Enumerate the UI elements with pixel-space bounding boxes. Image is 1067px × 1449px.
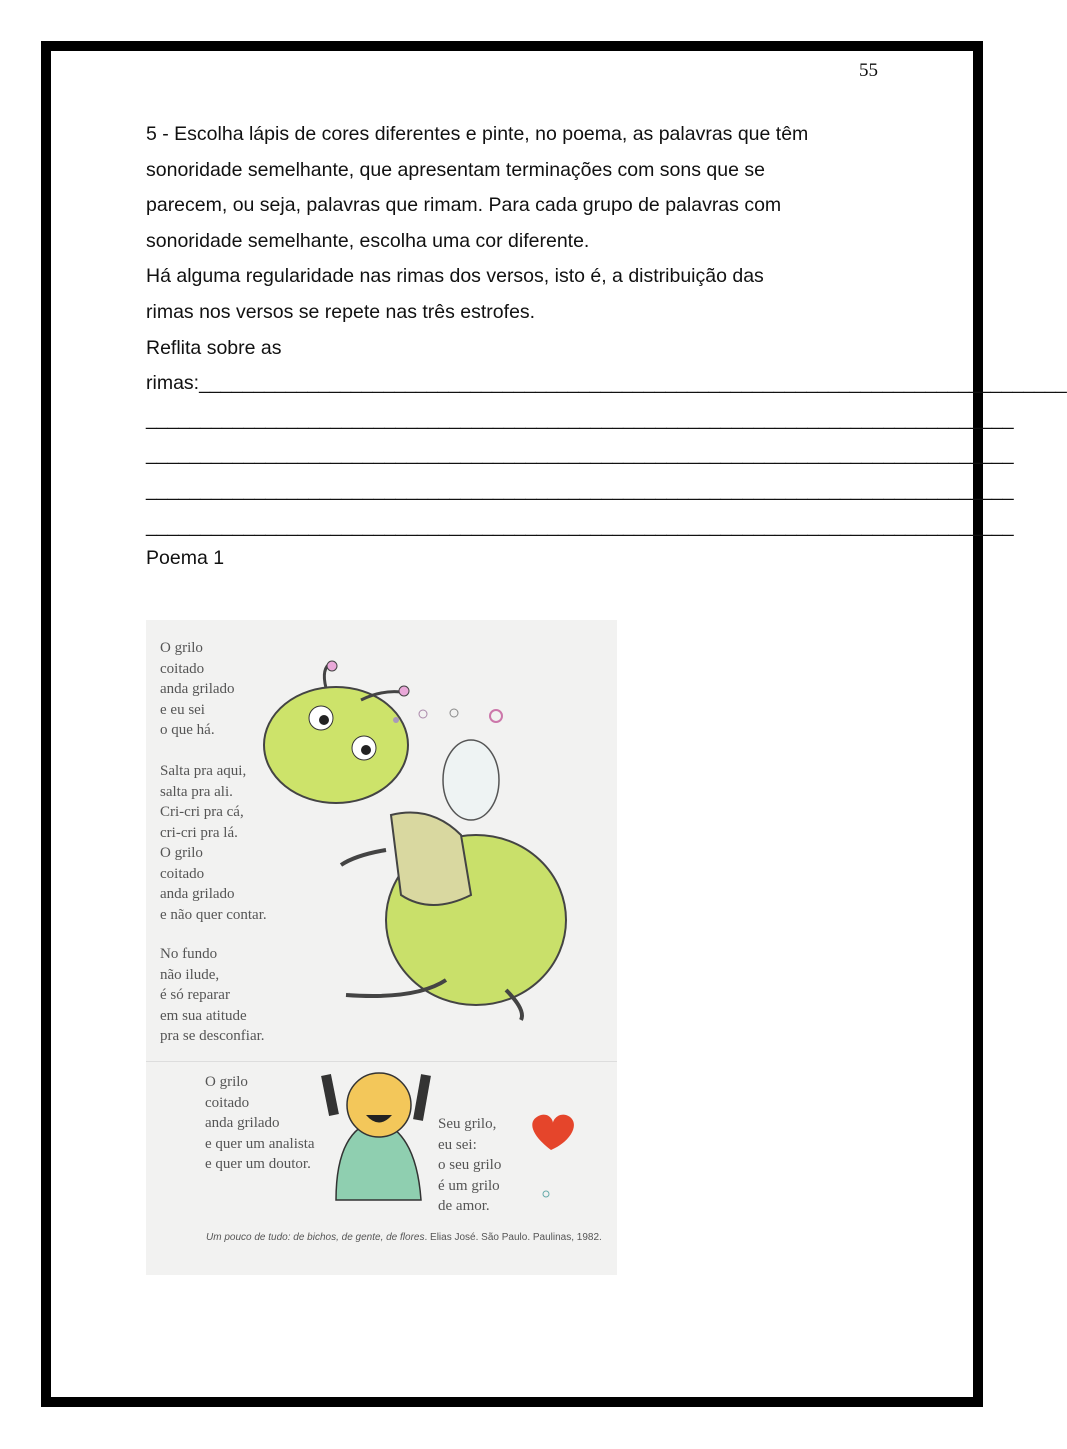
instruction-line: sonoridade semelhante, escolha uma cor diferente. <box>146 229 590 252</box>
poem-title: Poema 1 <box>146 547 225 569</box>
citation-rest: . Elias José. São Paulo. Paulinas, 1982. <box>424 1232 602 1243</box>
poem-stanza: Salta pra aqui, salta pra ali. Cri-cri pra cá, cri-cri pra lá. O grilo coitado anda grilado e não quer contar. <box>160 763 267 923</box>
blank-line: ________________________________________________________________________________ <box>146 407 1014 430</box>
poem-scan-image <box>146 620 617 1275</box>
divider <box>146 1061 617 1062</box>
poem-stanza: O grilo coitado anda grilado e eu sei o que há. <box>160 640 235 738</box>
instruction-line: rimas nos versos se repete nas três estrofes. <box>146 300 536 323</box>
poem-stanza: No fundo não ilude, é só reparar em sua atitude pra se desconfiar. <box>160 946 265 1044</box>
cricket-illustration <box>264 661 566 1020</box>
instruction-line: Há alguma regularidade nas rimas dos versos, isto é, a distribuição das <box>146 265 764 288</box>
instruction-line: parecem, ou seja, palavras que rimam. Para cada grupo de palavras com <box>146 194 782 217</box>
poem-stanza: Seu grilo, eu sei: o seu grilo é um grilo de amor. <box>438 1116 502 1214</box>
instruction-line: Reflita sobre as <box>146 336 282 359</box>
blank-line: ________________________________________________________________________________ <box>146 478 1014 501</box>
instruction-line: sonoridade semelhante, que apresentam terminações com sons que se <box>146 158 765 181</box>
boy-illustration <box>326 1073 426 1200</box>
citation-title: Um pouco de tudo: de bichos, de gente, de flores <box>206 1232 425 1243</box>
page-number: 55 <box>859 60 878 81</box>
citation <box>206 1232 616 1244</box>
answer-prompt: rimas: <box>146 372 200 395</box>
instruction-line: 5 - Escolha lápis de cores diferentes e pinte, no poema, as palavras que têm <box>146 123 809 145</box>
answer-line <box>146 366 1067 402</box>
blank-line: ________________________________________________________________________________ <box>199 372 1067 395</box>
heart-icon <box>532 1115 574 1150</box>
blank-line: ________________________________________________________________________________ <box>146 514 1014 537</box>
blank-line: ________________________________________________________________________________ <box>146 443 1014 466</box>
exercise-text <box>146 117 1067 544</box>
dot-icon <box>543 1191 549 1197</box>
poem-stanza: O grilo coitado anda grilado e quer um analista e quer um doutor. <box>205 1074 315 1172</box>
